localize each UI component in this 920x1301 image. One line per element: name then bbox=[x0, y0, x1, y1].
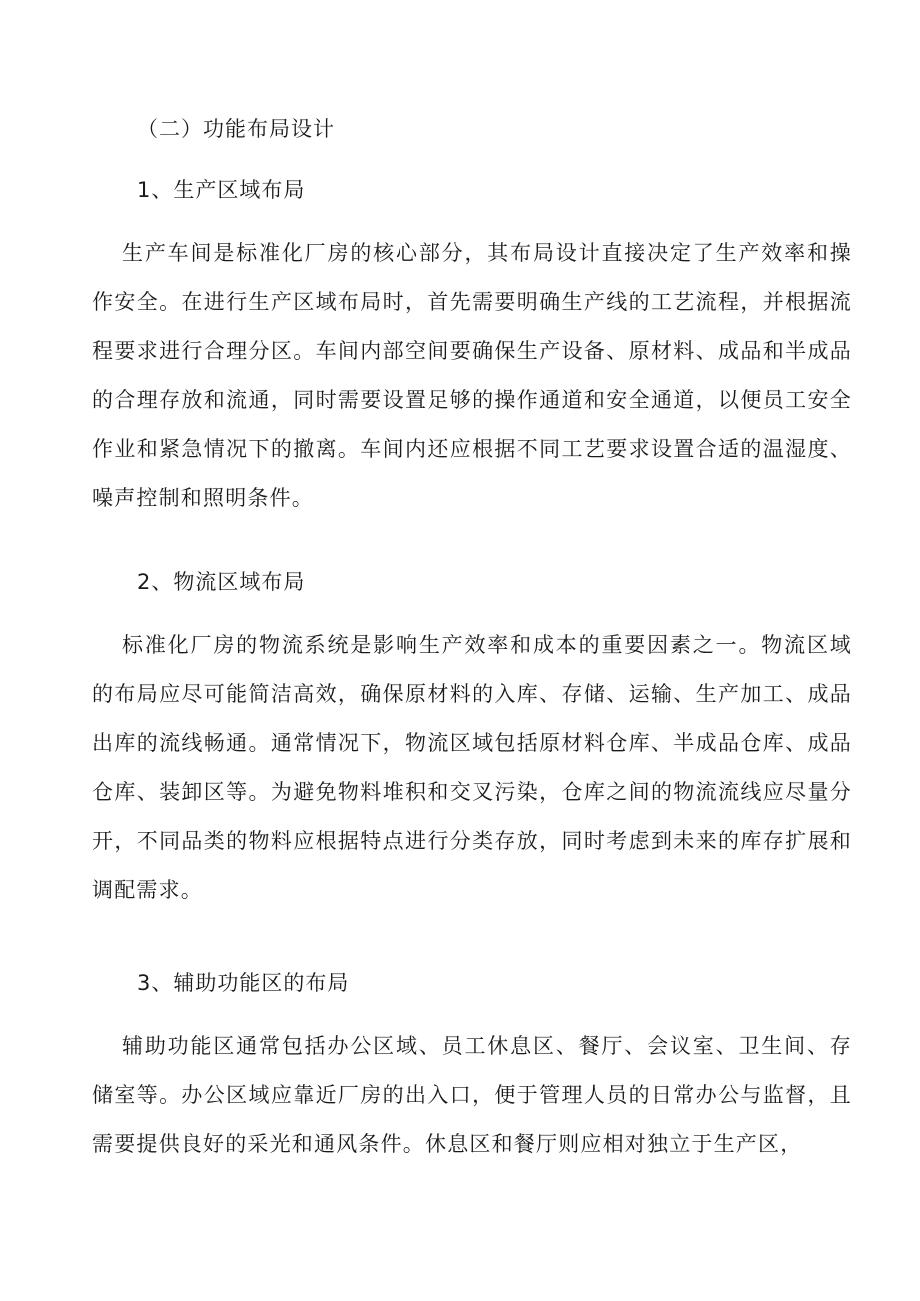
section-title: （二）功能布局设计 bbox=[137, 117, 335, 141]
subsection-heading-2: 2、物流区域布局 bbox=[137, 570, 306, 594]
paragraph-logistics-area: 标准化厂房的物流系统是影响生产效率和成本的重要因素之一。物流区域的布局应尽可能简洁高效，确保原材料的入库、存储、运输、生产加工、成品出库的流线畅通。通常情况下，物流区域包括原材料仓库、半成品仓库、成品仓库、装卸区等。为避免物料堆积和交叉污染，仓库之间的物流流线应尽量分开，不同品类的物料应根据特点进行分类存放，同时考虑到未来的库存扩展和调配需求。 bbox=[92, 633, 852, 902]
paragraph-production-area: 生产车间是标准化厂房的核心部分，其布局设计直接决定了生产效率和操作安全。在进行生产区域布局时，首先需要明确生产线的工艺流程，并根据流程要求进行合理分区。车间内部空间要确保生产设备、原材料、成品和半成品的合理存放和流通，同时需要设置足够的操作通道和安全通道，以便员工安全作业和紧急情况下的撤离。车间内还应根据不同工艺要求设置合适的温湿度、噪声控制和照明条件。 bbox=[92, 241, 852, 510]
subsection-heading-1: 1、生产区域布局 bbox=[137, 178, 306, 202]
paragraph-auxiliary-area: 辅助功能区通常包括办公区域、员工休息区、餐厅、会议室、卫生间、存储室等。办公区域应靠近厂房的出入口，便于管理人员的日常办公与监督，且需要提供良好的采光和通风条件。休息区和餐厅则应相对独立于生产区， bbox=[92, 1034, 852, 1156]
subsection-heading-3: 3、辅助功能区的布局 bbox=[137, 971, 350, 995]
